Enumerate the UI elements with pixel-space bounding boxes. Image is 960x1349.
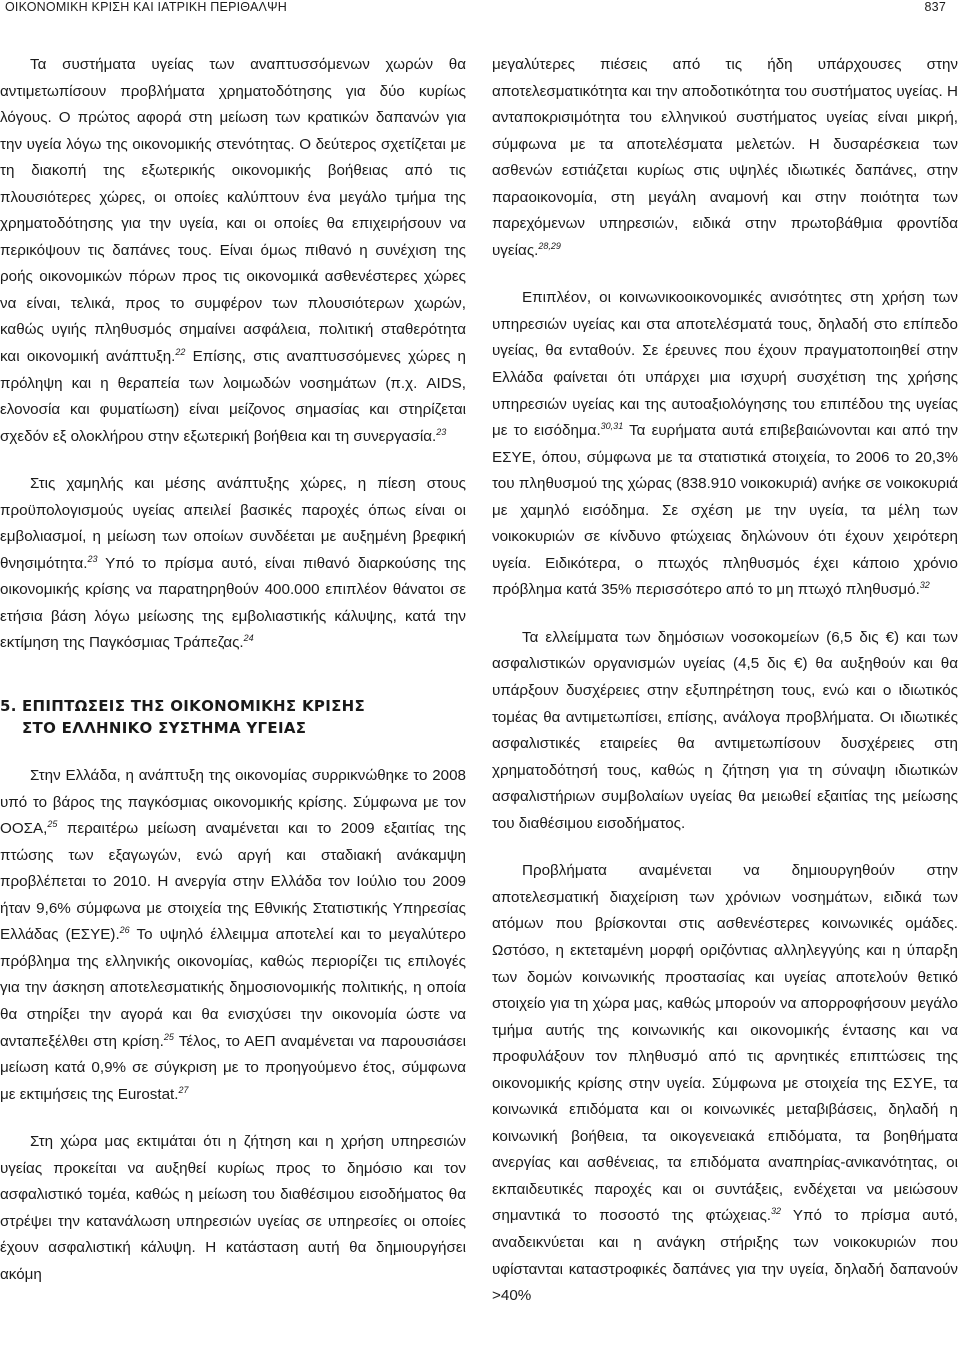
section-title-line-1: ΕΠΙΠΤΩΣΕΙΣ ΤΗΣ ΟΙΚΟΝΟΜΙΚΗΣ ΚΡΙΣΗΣ xyxy=(22,697,366,716)
running-header xyxy=(0,0,960,24)
citation: 25 xyxy=(47,819,58,830)
paragraph-text: Στις χαμηλής και μέσης ανάπτυξης χώρες, η πίεση στους προϋπολογισμούς υγείας απειλεί βασικές παροχές όπως είναι οι εμβολιασμοί, η μείωση των οποίων συνδέεται με αυξημένη βρεφική θνησιμότητα. xyxy=(0,475,466,572)
paragraph-text: Επιπλέον, οι κοινωνικοοικονομικές ανισότητες στη χρήση των υπηρεσιών υγείας και στα αποτελέσματά τους, δηλαδή στο επίπεδο υγείας, θα ενταθούν. Σε έρευνες που έχουν πραγματοποιηθεί στην Ελλάδα φαίνεται ότι υπάρχει μια ισχυρή συσχέτιση της χρήσης υπηρεσιών υγείας και της αυτοαξιολόγησης του επιπέδου της υγείας με το εισόδημα. xyxy=(492,289,958,440)
right-column xyxy=(492,52,958,1310)
section-number: 5. xyxy=(0,697,17,716)
citation: 26 xyxy=(119,925,130,936)
paragraph xyxy=(0,1129,466,1288)
paragraph xyxy=(492,52,958,264)
page-number: 837 xyxy=(924,0,946,14)
paragraph-text: Επίσης, στις αναπτυσσόμενες χώρες η πρόληψη και η θεραπεία των λοιμωδών νοσημάτων (π.χ. AIDS, ελονοσία και φυματίωση) είναι μείζονος σημασίας και στηρίζεται σχεδόν εξ ολοκλήρου στην εξωτερική βοήθεια και τη συνεργασία. xyxy=(0,348,466,445)
paragraph-text: Υπό το πρίσμα αυτό, είναι πιθανό διαρκούσης της οικονομικής κρίσης να παρατηρηθούν 400.000 επιπλέον θάνατοι σε ετήσια βάση λόγω μείωσης της εμβολιαστικής κάλυψης, κατά την εκτίμηση της Παγκόσμιας Τράπεζας. xyxy=(0,554,466,652)
left-column xyxy=(0,52,466,1288)
paragraph-text: Τα ευρήματα αυτά επιβεβαιώνονται και από την ΕΣΥΕ, όπου, σύμφωνα με τα στατιστικά στοιχεία, το 2006 το 20,3% του πληθυσμού της χώρας (838.910 νοικοκυριά) ανήκε σε νοικοκυριά με χαμηλό εισόδημα. Σε σχέση με την υγεία, τα μέλη των νοικοκυριών σε κίνδυνο φτώχειας δηλώνουν ότι έχουν χειρότερη υγεία. Ειδικότερα, ο πτωχός πληθυσμός έχει κάποιο χρόνιο πρόβλημα κατά 35% περισσότερο από το μη πτωχό πληθυσμό. xyxy=(492,422,958,599)
paragraph-text: Υπό το πρίσμα αυτό, αναδεικνύεται και η ανάγκη στήριξης των νοικοκυριών που υφίστανται καταστροφικές δαπάνες για την υγεία, δηλαδή δαπανούν >40% xyxy=(492,1207,958,1305)
citation: 27 xyxy=(178,1084,189,1095)
section-title-line-2: ΣΤΟ ΕΛΛΗΝΙΚΟ ΣΥΣΤΗΜΑ ΥΓΕΙΑΣ xyxy=(22,719,307,738)
citation: 28,29 xyxy=(538,240,561,251)
paragraph-text: Στη χώρα μας εκτιμάται ότι η ζήτηση και η χρήση υπηρεσιών υγείας προκείται να αυξηθεί κυρίως προς το δημόσιο και τον ασφαλιστικό τομέα, καθώς η μείωση του διαθέσιμου εισοδήματος θα στρέψει την κατανάλωση υπηρεσιών υγείας σε υπηρεσίες οι οποίες έχουν ασφαλιστική κάλυψη. Η κατάσταση αυτή θα δημιουργήσει ακόμη xyxy=(0,1133,466,1283)
paragraph-text: Το υψηλό έλλειμμα αποτελεί και το μεγαλύτερο πρόβλημα της ελληνικής οικονομίας, καθώς περιορίζει τις επιλογές για την άσκηση αποτελεσματικής δημοσιονομικής πολιτικής, η οποία θα στηρίξει την αγορά και θα ενισχύσει την οικονομία ώστε να ανταπεξέλθει στη κρίση. xyxy=(0,926,466,1050)
section-heading xyxy=(0,695,466,739)
paragraph xyxy=(492,625,958,837)
citation: 23 xyxy=(87,553,98,564)
paragraph xyxy=(0,471,466,657)
citation: 30,31 xyxy=(600,421,624,432)
running-title: ΟΙΚΟΝΟΜΙΚΗ ΚΡΙΣΗ ΚΑΙ ΙΑΤΡΙΚΗ ΠΕΡΙΘΑΛΨΗ xyxy=(5,0,287,14)
paragraph-text: περαιτέρω μείωση αναμένεται και το 2009 εξαιτίας της πτώσης των εξαγωγών, ενώ αργή και σταδιακή ανάκαμψη προβλέπεται το 2010. Η ανεργία στην Ελλάδα τον Ιούλιο του 2009 ήταν 9,6% σύμφωνα με στοιχεία της Εθνικής Στατιστικής Υπηρεσίας Ελλάδας (ΕΣΥΕ). xyxy=(0,820,466,944)
citation: 25 xyxy=(163,1031,174,1042)
paragraph xyxy=(492,285,958,604)
paragraph-text: Προβλήματα αναμένεται να δημιουργηθούν στην αποτελεσματική διαχείριση των χρόνιων νοσημάτων, ειδικά των ατόμων που βρίσκονται στις ασθενέστερες κοινωνικές ομάδες. Ωστόσο, η εκτεταμένη μορφή οριζόντιας αλληλεγγύης και η ύπαρξη των δομών κοινωνικής προστασίας και υγείας αποτελούν θετικό στοιχείο για τη χώρα μας, καθώς μπορούν να απορροφήσουν μεγάλο τμήμα αυτής της κοινωνικής και οικονομικής έντασης και να προφυλάξουν τον πληθυσμό από τις αρνητικές επιπτώσεις της οικονομικής κρίσης στην υγεία. Σύμφωνα με στοιχεία της ΕΣΥΕ, τα κοινωνικά επιδόματα και οι κοινωνικές μεταβιβάσεις, δηλαδή η κοινωνική βοήθεια, τα οικογενειακά επιδόματα, τα βοηθήματα ανεργίας και ασθένειας, τα επιδόματα αναπηρίας-ανικανότητας, οι εκπαιδευτικές παροχές και οι συντάξεις, ενδέχεται να μειώσουν σημαντικά το ποσοστό της φτώχειας. xyxy=(492,862,958,1225)
paragraph xyxy=(492,858,958,1309)
paragraph-text: Στην Ελλάδα, η ανάπτυξη της οικονομίας συρρικνώθηκε το 2008 υπό το βάρος της παγκόσμιας οικονομικής κρίσης. Σύμφωνα με τον ΟΟΣΑ, xyxy=(0,767,466,838)
citation: 32 xyxy=(770,1206,781,1217)
citation: 22 xyxy=(175,347,186,358)
citation: 32 xyxy=(919,580,930,591)
paragraph xyxy=(0,52,466,450)
paragraph-text: μεγαλύτερες πιέσεις από τις ήδη υπάρχουσες στην αποτελεσματικότητα και την αποδοτικότητα του συστήματος υγείας. Η ανταποκρισιμότητα του ελληνικού συστήματος υγείας είναι μικρή, σύμφωνα με τα αποτελέσματα μελετών. Η δυσαρέσκεια των ασθενών εστιάζεται κυρίως στις υψηλές ιδιωτικές δαπάνες, στην παραοικονομία, στη μεγάλη αναμονή και στην ποιότητα των παρεχόμενων υπηρεσιών, ειδικά στην πρωτοβάθμια φροντίδα υγείας. xyxy=(492,56,958,259)
citation: 24 xyxy=(243,633,254,644)
paragraph-text: Τα ελλείμματα των δημόσιων νοσοκομείων (6,5 δις €) και των ασφαλιστικών οργανισμών υγείας (4,5 δις €) θα αυξηθούν και θα υπάρξουν δυσχέρειες στην εξυπηρέτηση τους, ενώ και ο ιδιωτικός τομέας θα αντιμετωπίσει, επίσης, ανάλογα προβλήματα. Οι ιδιωτικές ασφαλιστικές εταιρείες θα αντιμετωπίσουν δυσχέρειες στη χρηματοδότησή τους, καθώς η ζήτηση για τη σύναψη ιδιωτικών ασφαλιστήριων συμβολαίων υγείας θα μειωθεί εξαιτίας της μείωσης του διαθέσιμου εισοδήματος. xyxy=(492,628,958,832)
paragraph-text: Τα συστήματα υγείας των αναπτυσσόμενων χωρών θα αντιμετωπίσουν προβλήματα χρηματοδότησης για δύο κυρίως λόγους. Ο πρώτος αφορά στη μείωση των κρατικών δαπανών για την υγεία λόγω της οικονομικής στενότητας. Ο δεύτερος σχετίζεται με τη διακοπή της εξωτερικής οικονομικής βοήθειας από τις πλουσιότερες χώρες, οι οποίες καλύπτουν ένα μεγάλο τμήμα της χρηματοδότησης για την υγεία, και οι οποίες θα επιχειρήσουν να περικόψουν τις δαπάνες τους. Είναι όμως πιθανό η συνέχιση της ροής οικονομικών πόρων προς τις οικονομικά ασθενέστερες χώρες να είναι, τελικά, προς το συμφέρον των πλουσιότερων χωρών, καθώς υγιής πληθυσμός σημαίνει ασφάλεια, πολιτική σταθερότητα και οικονομική ανάπτυξη. xyxy=(0,56,466,366)
paragraph xyxy=(0,763,466,1108)
paragraph-text: Τέλος, το ΑΕΠ αναμένεται να παρουσιάσει μείωση κατά 0,9% σε σύγκριση με το προηγούμενο έτος, σύμφωνα με εκτιμήσεις της Eurostat. xyxy=(0,1032,466,1103)
citation: 23 xyxy=(436,426,447,437)
